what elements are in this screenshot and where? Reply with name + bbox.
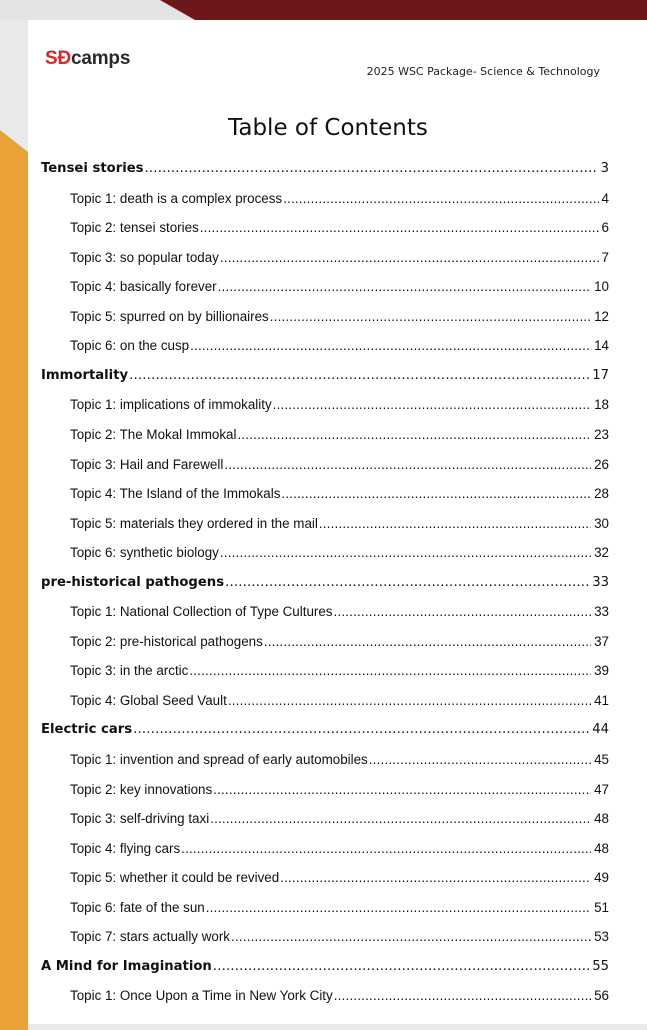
toc-entry-label: Topic 1: implications of immokality: [70, 397, 272, 413]
toc-page-number: 32: [594, 545, 609, 561]
toc-entry-label: Topic 2: tensei stories: [70, 220, 199, 236]
toc-page-number: 12: [594, 308, 609, 324]
toc-topic-entry[interactable]: [70, 604, 609, 619]
toc-leader-dots: [220, 250, 599, 265]
toc-leader-dots: [273, 397, 591, 412]
toc-page-number: 33: [594, 604, 609, 620]
toc-topic-entry[interactable]: [70, 988, 609, 1003]
toc-leader-dots: [181, 841, 591, 856]
toc-entry-label: Topic 3: in the arctic: [70, 663, 189, 679]
toc-section-entry[interactable]: [41, 575, 609, 590]
toc-page-number: 28: [594, 486, 609, 502]
toc-entry-label: Topic 4: basically forever: [70, 279, 217, 295]
toc-leader-dots: [283, 191, 598, 206]
toc-page-number: 7: [601, 249, 609, 265]
toc-page-number: 51: [594, 899, 609, 915]
toc-page-number: 10: [594, 279, 609, 295]
toc-topic-entry[interactable]: [70, 545, 609, 560]
toc-topic-entry[interactable]: [70, 427, 609, 442]
toc-leader-dots: [218, 279, 591, 294]
toc-topic-entry[interactable]: [70, 338, 609, 353]
toc-entry-label: A Mind for Imagination: [41, 958, 212, 974]
toc-leader-dots: [281, 486, 591, 501]
toc-leader-dots: [334, 988, 591, 1003]
toc-topic-entry[interactable]: [70, 397, 609, 412]
toc-leader-dots: [189, 663, 591, 678]
toc-page-number: 26: [594, 456, 609, 472]
toc-entry-label: Topic 3: Hail and Farewell: [70, 456, 224, 472]
toc-leader-dots: [319, 516, 591, 531]
toc-section-entry[interactable]: [41, 161, 609, 176]
toc-leader-dots: [213, 959, 589, 974]
toc-page-number: 48: [594, 840, 609, 856]
toc-topic-entry[interactable]: [70, 309, 609, 324]
toc-topic-entry[interactable]: [70, 841, 609, 856]
toc-entry-label: Topic 2: pre-historical pathogens: [70, 633, 263, 649]
toc-page-number: 56: [594, 988, 609, 1004]
toc-entry-label: Topic 1: death is a complex process: [70, 190, 283, 206]
toc-leader-dots: [206, 900, 591, 915]
toc-topic-entry[interactable]: [70, 250, 609, 265]
toc-entry-label: Topic 7: stars actually work: [70, 929, 231, 945]
toc-entry-label: Topic 2: The Mokal Immokal: [70, 426, 237, 442]
toc-leader-dots: [369, 752, 591, 767]
toc-topic-entry[interactable]: [70, 870, 609, 885]
toc-entry-label: Topic 3: so popular today: [70, 249, 219, 265]
toc-entry-label: Topic 2: key innovations: [70, 781, 213, 797]
toc-leader-dots: [200, 220, 599, 235]
toc-topic-entry[interactable]: [70, 279, 609, 294]
toc-page-number: 23: [594, 426, 609, 442]
toc-leader-dots: [129, 368, 589, 383]
toc-leader-dots: [220, 545, 591, 560]
toc-topic-entry[interactable]: [70, 220, 609, 235]
toc-leader-dots: [225, 575, 589, 590]
toc-leader-dots: [228, 693, 591, 708]
toc-topic-entry[interactable]: [70, 900, 609, 915]
toc-page-number: 53: [594, 929, 609, 945]
toc-entry-label: Topic 4: flying cars: [70, 840, 181, 856]
toc-leader-dots: [334, 604, 592, 619]
toc-page-number: 37: [594, 633, 609, 649]
toc-entry-label: Immortality: [41, 367, 129, 383]
sdcamps-logo: [45, 48, 130, 70]
toc-entry-label: Tensei stories: [41, 161, 144, 176]
toc-title: Table of Contents: [228, 115, 428, 141]
toc-topic-entry[interactable]: [70, 663, 609, 678]
toc-entry-label: Topic 6: synthetic biology: [70, 545, 219, 561]
toc-page-number: 17: [592, 367, 609, 383]
toc-entry-label: Topic 1: Once Upon a Time in New York City: [70, 988, 333, 1004]
toc-leader-dots: [224, 457, 591, 472]
toc-page-number: 47: [594, 781, 609, 797]
toc-topic-entry[interactable]: [70, 516, 609, 531]
toc-page-number: 6: [601, 220, 609, 236]
toc-leader-dots: [270, 309, 591, 324]
toc-page-number: 55: [592, 958, 609, 974]
toc-page-number: 4: [601, 190, 609, 206]
side-accent-bar: [0, 130, 28, 1030]
toc-entry-label: Topic 3: self-driving taxi: [70, 811, 210, 827]
toc-section-entry[interactable]: [41, 959, 609, 974]
document-page: [28, 20, 647, 1024]
toc-topic-entry[interactable]: [70, 457, 609, 472]
toc-leader-dots: [280, 870, 591, 885]
header-subtitle: 2025 WSC Package- Science & Technology: [366, 65, 600, 78]
toc-topic-entry[interactable]: [70, 634, 609, 649]
toc-topic-entry[interactable]: [70, 811, 609, 826]
toc-entry-label: Topic 1: invention and spread of early automobiles: [70, 752, 368, 767]
toc-leader-dots: [231, 929, 591, 944]
toc-page-number: 3: [600, 161, 609, 176]
toc-leader-dots: [145, 161, 598, 176]
toc-entry-label: Topic 1: National Collection of Type Cultures: [70, 604, 333, 620]
toc-leader-dots: [190, 338, 591, 353]
toc-entry-label: Electric cars: [41, 722, 133, 738]
toc-topic-entry[interactable]: [70, 486, 609, 501]
toc-topic-entry[interactable]: [70, 752, 609, 767]
toc-page-number: 14: [594, 338, 609, 354]
toc-page-number: 48: [594, 811, 609, 827]
toc-leader-dots: [210, 811, 591, 826]
toc-leader-dots: [133, 722, 589, 737]
toc-topic-entry[interactable]: [70, 191, 609, 206]
logo-wordmark: camps: [71, 48, 131, 69]
toc-page-number: 33: [592, 574, 609, 590]
toc-topic-entry[interactable]: [70, 782, 609, 797]
toc-page-number: 44: [592, 722, 609, 738]
toc-entry-label: Topic 5: spurred on by billionaires: [70, 308, 269, 324]
toc-entry-label: Topic 4: The Island of the Immokals: [70, 486, 281, 502]
toc-entry-label: Topic 5: whether it could be revived: [70, 870, 280, 886]
toc-page-number: 49: [594, 870, 609, 886]
logo-mark: SÐ: [45, 48, 71, 69]
toc-leader-dots: [213, 782, 591, 797]
toc-entry-label: Topic 6: fate of the sun: [70, 899, 205, 915]
toc-leader-dots: [264, 634, 591, 649]
toc-entry-label: pre-historical pathogens: [41, 574, 225, 590]
toc-topic-entry[interactable]: [70, 929, 609, 944]
toc-page-number: 41: [594, 692, 609, 708]
toc-page-number: 18: [594, 397, 609, 413]
toc-section-entry[interactable]: [41, 368, 609, 383]
toc-page-number: 39: [594, 663, 609, 679]
toc-page-number: 30: [594, 515, 609, 531]
toc-page-number: 45: [594, 752, 609, 767]
toc-leader-dots: [237, 427, 591, 442]
toc-entry-label: Topic 6: on the cusp: [70, 338, 190, 354]
toc-entry-label: Topic 5: materials they ordered in the mail: [70, 515, 318, 531]
toc-entry-label: Topic 4: Global Seed Vault: [70, 692, 227, 708]
toc-topic-entry[interactable]: [70, 693, 609, 708]
toc-section-entry[interactable]: [41, 722, 609, 737]
